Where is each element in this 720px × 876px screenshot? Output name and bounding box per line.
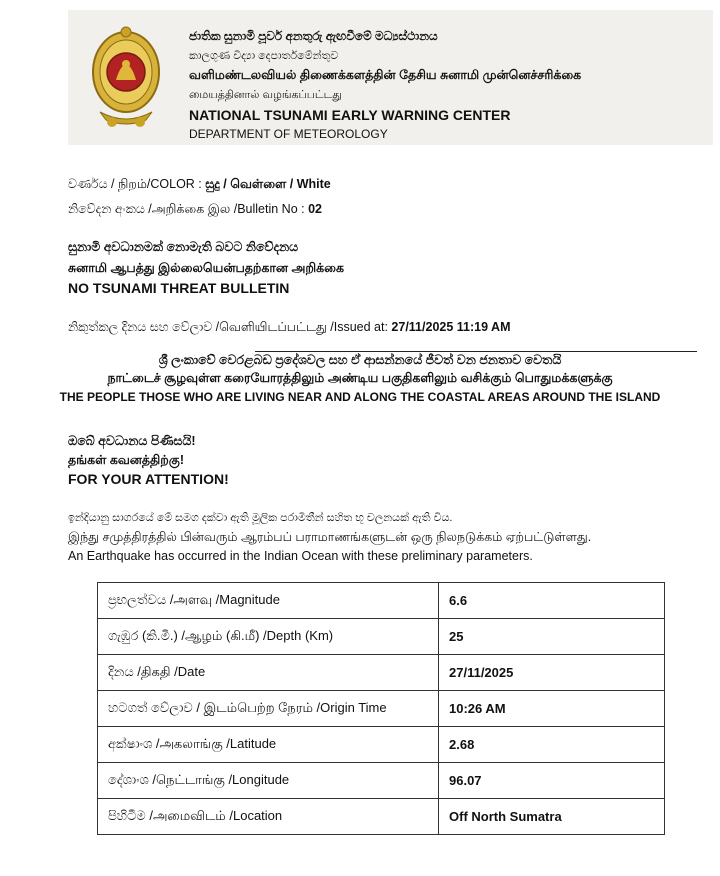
bulletin-label: නිවේදන අංකය /அறிக்கை இல /Bulletin No : bbox=[68, 202, 305, 216]
param-value-depth: 25 bbox=[439, 619, 665, 655]
param-value-longitude: 96.07 bbox=[439, 763, 665, 799]
title-tamil: சுனாமி ஆபத்து இல்லையென்பதற்கான அறிக்கை bbox=[68, 261, 344, 275]
table-row bbox=[98, 727, 665, 763]
issued-line bbox=[68, 320, 511, 336]
color-label: වර්ණය / நிறம்/COLOR : bbox=[68, 177, 202, 191]
table-row bbox=[98, 691, 665, 727]
param-label-location: පිහිටීම /அமைவிடம் /Location bbox=[98, 799, 439, 835]
dept-name-english: DEPARTMENT OF METEOROLOGY bbox=[189, 127, 388, 141]
audience-tamil: நாட்டைச் சூழவுள்ள கரையோரத்திலும் அண்டிய பகுதிகளிலும் வசிக்கும் பொதுமக்களுக்கு bbox=[107, 371, 613, 385]
param-value-origin-time: 10:26 AM bbox=[439, 691, 665, 727]
table-row bbox=[98, 799, 665, 835]
param-value-magnitude: 6.6 bbox=[439, 583, 665, 619]
table-row bbox=[98, 763, 665, 799]
audience-english: THE PEOPLE THOSE WHO ARE LIVING NEAR AND ALONG THE COASTAL AREAS AROUND THE ISLAND bbox=[59, 390, 661, 404]
color-line bbox=[68, 177, 331, 193]
color-value: සුදු / வெள்ளை / White bbox=[205, 177, 331, 191]
intro-sinhala: ඉන්දියානු සාගරයේ මේ සමග දක්වා ඇති මූලික පරාමිතීන් සහිත භූ චලනයක් ඇති විය. bbox=[68, 512, 453, 524]
separator-line bbox=[255, 351, 697, 352]
org-name-tamil: வளிமண்டலவியல் திணைக்களத்தின் தேசிய சுனாமி முன்னெச்சரிக்கை bbox=[189, 68, 582, 82]
audience-sinhala: ශ්‍රී ලංකාවේ වෙරළබඩ ප්‍රදේශවල සහ ඒ ආසන්නයේ ජීවත් වන ජනතාව වෙතයි bbox=[158, 353, 562, 367]
attention-tamil: தங்கள் கவனத்திற்கு! bbox=[68, 453, 185, 467]
org-name-english: NATIONAL TSUNAMI EARLY WARNING CENTER bbox=[189, 107, 511, 123]
param-label-date: දිනය /திகதி /Date bbox=[98, 655, 439, 691]
sri-lanka-emblem-icon bbox=[90, 24, 162, 130]
issued-value: 27/11/2025 11:19 AM bbox=[391, 320, 511, 334]
table-row bbox=[98, 583, 665, 619]
param-label-longitude: දේශාංශ /நெட்டாங்கு /Longitude bbox=[98, 763, 439, 799]
title-english: NO TSUNAMI THREAT BULLETIN bbox=[68, 280, 290, 296]
attention-english: FOR YOUR ATTENTION! bbox=[68, 471, 229, 487]
param-value-location: Off North Sumatra bbox=[439, 799, 665, 835]
org-name-sinhala: ජාතික සුනාමි පූර්ව අනතුරු ඇඟවීමේ මධ්‍යස්ථානය bbox=[189, 29, 438, 43]
attention-sinhala: ඔබේ අවධානය පිණිසයි! bbox=[68, 434, 196, 448]
param-label-magnitude: ප්‍රභලත්වය /அளவு /Magnitude bbox=[98, 583, 439, 619]
intro-english: An Earthquake has occurred in the Indian Ocean with these preliminary parameters. bbox=[68, 549, 533, 563]
param-label-latitude: අක්ෂාංශ /அகலாங்கு /Latitude bbox=[98, 727, 439, 763]
bulletin-line bbox=[68, 202, 322, 218]
param-value-date: 27/11/2025 bbox=[439, 655, 665, 691]
table-row bbox=[98, 655, 665, 691]
org-name-tamil-2: மையத்தினால் வழங்கப்பட்டது bbox=[189, 89, 342, 101]
dept-name-sinhala: කාලගුණ විද්‍යා දෙපාර්තමේන්තුව bbox=[189, 50, 339, 62]
letterhead bbox=[68, 10, 713, 145]
bulletin-number: 02 bbox=[308, 202, 322, 216]
intro-tamil: இந்து சமுத்திரத்தில் பின்வரும் ஆரம்பப் பராமாணங்களுடன் ஒரு நிலநடுக்கம் ஏற்பட்டுள்ளது. bbox=[68, 530, 592, 544]
earthquake-parameters-table bbox=[97, 582, 665, 835]
table-row bbox=[98, 619, 665, 655]
param-value-latitude: 2.68 bbox=[439, 727, 665, 763]
title-sinhala: සුනාමි අවධානමක් නොමැති බවට නිවේදනය bbox=[68, 240, 299, 254]
param-label-origin-time: හටගත් වේලාව / இடம்பெற்ற நேரம் /Origin Time bbox=[98, 691, 439, 727]
param-label-depth: ගැඹුර (කි.මී.) /ஆழம் (கி.மீ) /Depth (Km) bbox=[98, 619, 439, 655]
issued-label: නිකුත්කල දිනය සහ වේලාව /வெளியிடப்பட்டது /Issued at: bbox=[68, 320, 388, 334]
